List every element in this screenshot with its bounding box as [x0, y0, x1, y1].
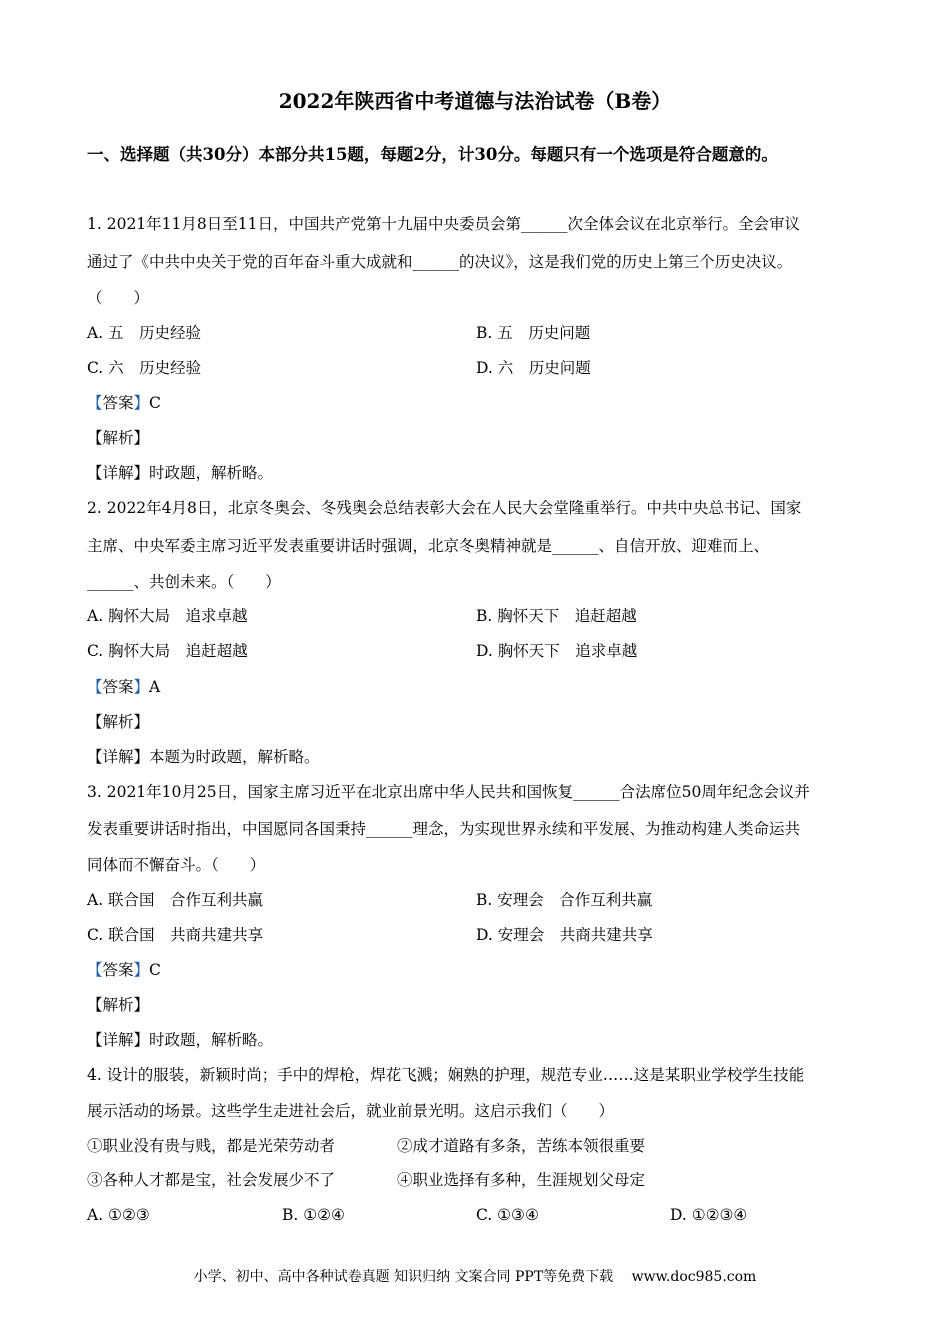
- answer-label: 答案: [102, 678, 134, 696]
- q2-stem-line-2: 主席、中央军委主席习近平发表重要讲话时强调，北京冬奥精神就是______、自信开放、迎难而上、: [87, 537, 770, 555]
- q3-option-b: B. 安理会 合作互利共赢: [476, 891, 653, 909]
- detail-label: 【详解】: [87, 1031, 150, 1049]
- answer-close-bracket: 】: [133, 961, 150, 979]
- detail-label: 【详解】: [87, 748, 150, 766]
- q3-answer-value: C: [149, 961, 161, 979]
- q1-stem-line-1: 1. 2021年11月8日至11日，中国共产党第十九届中央委员会第______次全体会议在北京举行。全会审议: [87, 215, 800, 233]
- q2-detail-text: 本题为时政题，解析略。: [149, 748, 320, 766]
- section-heading: 一、选择题（共30分）本部分共15题，每题2分，计30分。每题只有一个选项是符合题意的。: [87, 145, 778, 164]
- q4-option-d: D. ①②③④: [670, 1206, 748, 1224]
- q4-statement-2: ②成才道路有多条，苦练本领很重要: [397, 1137, 646, 1155]
- q3-option-a: A. 联合国 合作互利共赢: [87, 891, 264, 909]
- q2-option-d: D. 胸怀天下 追求卓越: [476, 642, 638, 660]
- q2-detail: [87, 745, 320, 769]
- q1-option-b: B. 五 历史问题: [476, 324, 591, 342]
- q4-stem-line-2: 展示活动的场景。这些学生走进社会后，就业前景光明。这启示我们（ ）: [87, 1102, 615, 1120]
- q4-option-a: A. ①②③: [87, 1206, 150, 1224]
- q4-option-c: C. ①③④: [476, 1206, 539, 1224]
- q2-analysis-label: 【解析】: [87, 713, 150, 731]
- answer-open-bracket: 【: [87, 678, 103, 696]
- answer-open-bracket: 【: [87, 961, 103, 979]
- q2-option-a: A. 胸怀大局 追求卓越: [87, 607, 248, 625]
- answer-open-bracket: 【: [87, 394, 103, 412]
- q2-answer: [87, 675, 160, 699]
- q1-stem-line-3: （ ）: [87, 289, 150, 307]
- q4-option-b: B. ①②④: [282, 1206, 345, 1224]
- q3-option-c: C. 联合国 共商共建共享: [87, 926, 264, 944]
- q3-detail-text: 时政题，解析略。: [149, 1031, 274, 1049]
- q3-stem-line-1: 3. 2021年10月25日，国家主席习近平在北京出席中华人民共和国恢复______合法席位50周年纪念会议并: [87, 783, 810, 801]
- q1-option-a: A. 五 历史经验: [87, 324, 202, 342]
- q1-answer-value: C: [149, 394, 161, 412]
- q4-stem-line-1: 4. 设计的服装，新颖时尚；手中的焊枪，焊花飞溅；娴熟的护理，规范专业……这是某职业学校学生技能: [87, 1066, 805, 1084]
- q1-option-d: D. 六 历史问题: [476, 359, 591, 377]
- q2-answer-value: A: [149, 678, 161, 696]
- answer-close-bracket: 】: [133, 678, 150, 696]
- q3-option-d: D. 安理会 共商共建共享: [476, 926, 653, 944]
- page-title: 2022年陕西省中考道德与法治试卷（B卷）: [278, 89, 672, 113]
- q3-analysis-label: 【解析】: [87, 996, 150, 1014]
- answer-label: 答案: [102, 394, 134, 412]
- q3-answer: [87, 958, 161, 982]
- q1-analysis-label: 【解析】: [87, 429, 150, 447]
- q1-stem-line-2: 通过了《中共中央关于党的百年奋斗重大成就和______的决议》，这是我们党的历史上第三个历史决议。: [87, 253, 793, 271]
- q3-stem-line-3: 同体而不懈奋斗。（ ）: [87, 856, 266, 874]
- answer-close-bracket: 】: [133, 394, 150, 412]
- q1-option-c: C. 六 历史经验: [87, 359, 202, 377]
- q3-detail: [87, 1028, 273, 1052]
- q4-statement-1: ①职业没有贵与贱，都是光荣劳动者: [87, 1137, 336, 1155]
- q1-detail-text: 时政题，解析略。: [149, 464, 274, 482]
- q1-detail: [87, 461, 273, 485]
- q2-stem-line-1: 2. 2022年4月8日，北京冬奥会、冬残奥会总结表彰大会在人民大会堂隆重举行。中共中央总书记、国家: [87, 499, 802, 517]
- q1-answer: [87, 391, 161, 415]
- q4-statement-3: ③各种人才都是宝，社会发展少不了: [87, 1171, 336, 1189]
- q2-option-b: B. 胸怀天下 追赶超越: [476, 607, 637, 625]
- q2-option-c: C. 胸怀大局 追赶超越: [87, 642, 248, 660]
- answer-label: 答案: [102, 961, 134, 979]
- q4-statement-4: ④职业选择有多种，生涯规划父母定: [397, 1171, 646, 1189]
- q3-stem-line-2: 发表重要讲话时指出，中国愿同各国秉持______理念，为实现世界永续和平发展、为推动构建人类命运共: [87, 820, 801, 838]
- detail-label: 【详解】: [87, 464, 150, 482]
- q2-stem-line-3: ______、共创未来。（ ）: [87, 573, 281, 591]
- page-footer: 小学、初中、高中各种试卷真题 知识归纳 文案合同 PPT等免费下载 www.doc985.com: [193, 1269, 757, 1285]
